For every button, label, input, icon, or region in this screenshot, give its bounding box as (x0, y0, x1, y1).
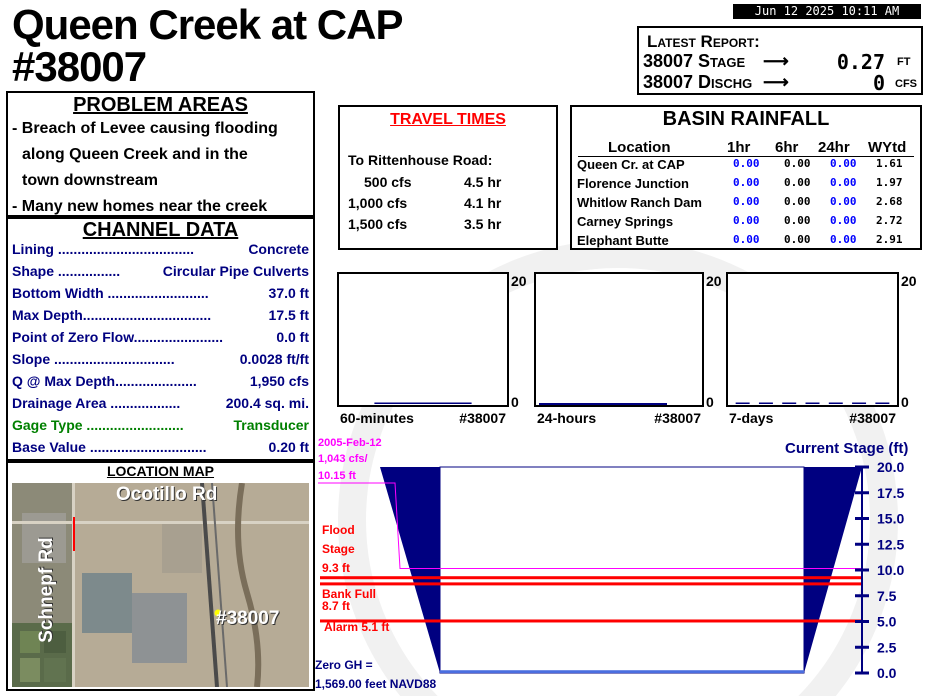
rain-24hr: 0.00 (830, 233, 857, 246)
rain-24hr: 0.00 (830, 214, 857, 227)
discharge-unit: CFS (895, 78, 917, 90)
map-road-schnepf: Schnepf Rd (36, 537, 57, 643)
rain-6hr: 0.00 (784, 195, 811, 208)
rain-24hr: 0.00 (830, 195, 857, 208)
x-axis-label: 7-days (729, 410, 774, 426)
flood-stage-label2: Stage (322, 542, 355, 556)
stage-label: 38007 Stage (643, 51, 746, 71)
travel-flow: 1,500 cfs (348, 216, 408, 232)
stage-gauge (318, 459, 904, 681)
channel-opening (440, 467, 804, 673)
problem-item: town downstream (22, 172, 159, 189)
stage-tick-label: 10.0 (877, 562, 905, 578)
stage-tick-label: 0.0 (877, 665, 897, 681)
y-tick-label: 0 (511, 394, 519, 410)
record-flow: 1,043 cfs/ (318, 453, 368, 465)
channel-data-value: Circular Pipe Culverts (160, 263, 309, 279)
rain-wytd: 2.68 (876, 195, 903, 208)
rain-header-wytd: WYtd (868, 139, 907, 156)
zero-gage-label: Zero GH = (315, 658, 373, 672)
y-tick-label: 0 (706, 394, 714, 410)
stage-tick-label: 15.0 (877, 510, 905, 527)
rain-location: Elephant Butte (577, 233, 669, 248)
rain-6hr: 0.00 (784, 157, 811, 170)
chart-station-label: #38007 (459, 410, 506, 426)
record-stage: 10.15 ft (318, 470, 356, 482)
stage-tick-label: 7.5 (877, 587, 897, 604)
rain-wytd: 1.61 (876, 157, 903, 170)
channel-data-label: Q @ Max Depth..................... (12, 373, 197, 389)
chart-station-label: #38007 (654, 410, 701, 426)
y-tick-label: 20 (511, 273, 527, 289)
datetime-display: Jun 12 2025 10:11 AM (733, 4, 921, 19)
channel-data-label: Base Value .............................. (12, 439, 207, 455)
rain-location: Whitlow Ranch Dam (577, 195, 702, 210)
travel-time: 3.5 hr (464, 216, 502, 232)
channel-data-label: Max Depth................................. (12, 307, 212, 323)
travel-times-title: TRAVEL TIMES (390, 111, 506, 128)
y-tick-label: 20 (706, 273, 722, 289)
stage-unit: FT (897, 56, 911, 68)
discharge-value: 0 (872, 71, 885, 95)
rain-header-location: Location (608, 139, 671, 156)
rain-24hr: 0.00 (830, 157, 857, 170)
problem-areas-title: PROBLEM AREAS (73, 94, 248, 116)
channel-data-value: 37.0 ft (266, 285, 309, 301)
stage-value: 0.27 (836, 50, 885, 74)
travel-flow: 500 cfs (364, 174, 412, 190)
stage-tick-label: 2.5 (877, 639, 897, 656)
rain-wytd: 2.91 (876, 233, 903, 246)
record-date: 2005-Feb-12 (318, 437, 382, 449)
stage-tick-label: 12.5 (877, 536, 905, 553)
rain-1hr: 0.00 (733, 214, 760, 227)
channel-data-value: 0.0028 ft/ft (237, 351, 309, 367)
alarm-line (320, 619, 862, 622)
rain-1hr: 0.00 (733, 176, 760, 189)
rain-1hr: 0.00 (733, 195, 760, 208)
channel-data-title: CHANNEL DATA (82, 219, 239, 241)
channel-data-value: Concrete (245, 241, 309, 257)
latest-report-title: Latest Report: (647, 32, 760, 51)
rain-header-1hr: 1hr (727, 139, 751, 156)
flood-stage-line (320, 576, 862, 579)
x-axis-label: 60-minutes (340, 410, 414, 426)
channel-data-label: Lining ................................... (12, 241, 195, 257)
alarm-label: Alarm 5.1 ft (324, 620, 390, 634)
travel-flow: 1,000 cfs (348, 195, 408, 211)
stage-tick-label: 20.0 (877, 459, 905, 475)
discharge-label: 38007 Dischg (643, 72, 753, 92)
rain-24hr: 0.00 (830, 176, 857, 189)
bank-full-value: 8.7 ft (322, 599, 351, 613)
rain-wytd: 1.97 (876, 176, 903, 189)
water-level (440, 670, 804, 673)
basin-rainfall-title: BASIN RAINFALL (662, 108, 830, 130)
channel-data-value: Transducer (231, 417, 309, 433)
channel-data-label: Shape ................ (12, 263, 121, 279)
stage-arrow: ⟶ (763, 51, 789, 71)
rain-wytd: 2.72 (876, 214, 903, 227)
travel-time: 4.1 hr (464, 195, 502, 211)
problem-item: - Many new homes near the creek (12, 198, 268, 215)
flood-stage-value: 9.3 ft (322, 561, 351, 575)
rain-1hr: 0.00 (733, 233, 760, 246)
channel-data-label: Bottom Width .......................... (12, 285, 209, 301)
rain-6hr: 0.00 (784, 176, 811, 189)
rain-header-24hr: 24hr (818, 139, 850, 156)
rain-6hr: 0.00 (784, 233, 811, 246)
bank-full-label: Bank Full (322, 587, 377, 601)
bank-full-line (320, 582, 862, 585)
travel-time: 4.5 hr (464, 174, 502, 190)
map-road-ocotillo: Ocotillo Rd (116, 484, 218, 505)
problem-item: along Queen Creek and in the (22, 146, 248, 163)
channel-data-value: 200.4 sq. mi. (223, 395, 309, 411)
problem-item: - Breach of Levee causing flooding (12, 120, 278, 137)
rain-location: Queen Cr. at CAP (577, 157, 685, 172)
stage-chart-title: Current Stage (ft) (785, 440, 909, 457)
channel-data-value: 0.20 ft (266, 439, 309, 455)
rain-header-6hr: 6hr (775, 139, 799, 156)
channel-data-label: Slope ............................... (12, 351, 175, 367)
channel-left-wall (380, 467, 440, 673)
channel-right-wall (804, 467, 862, 673)
flood-stage-label1: Flood (322, 523, 355, 537)
map-station-label: #38007 (216, 608, 280, 629)
channel-data-value: 17.5 ft (266, 307, 309, 323)
zero-gage-datum: 1,569.00 feet NAVD88 (315, 677, 437, 691)
rain-6hr: 0.00 (784, 214, 811, 227)
chart-station-label: #38007 (849, 410, 896, 426)
stage-tick-label: 5.0 (877, 613, 897, 630)
title-station-name: Queen Creek at CAP (12, 1, 403, 48)
x-axis-label: 24-hours (537, 410, 597, 426)
channel-data-value: 1,950 cfs (247, 373, 309, 389)
y-tick-label: 20 (901, 273, 917, 289)
travel-times-subtitle: To Rittenhouse Road: (348, 152, 493, 168)
rain-location: Carney Springs (577, 214, 674, 229)
y-tick-label: 0 (901, 394, 909, 410)
channel-data-label: Point of Zero Flow....................... (12, 329, 224, 345)
title-station-id: #38007 (12, 43, 147, 90)
rain-1hr: 0.00 (733, 157, 760, 170)
discharge-arrow: ⟶ (763, 72, 789, 92)
channel-data-value: 0.0 ft (273, 329, 309, 345)
location-map-title: LOCATION MAP (106, 463, 215, 479)
stage-tick-label: 17.5 (877, 484, 905, 501)
channel-data-label: Gage Type ......................... (12, 417, 184, 433)
channel-data-label: Drainage Area .................. (12, 395, 181, 411)
rain-location: Florence Junction (577, 176, 689, 191)
